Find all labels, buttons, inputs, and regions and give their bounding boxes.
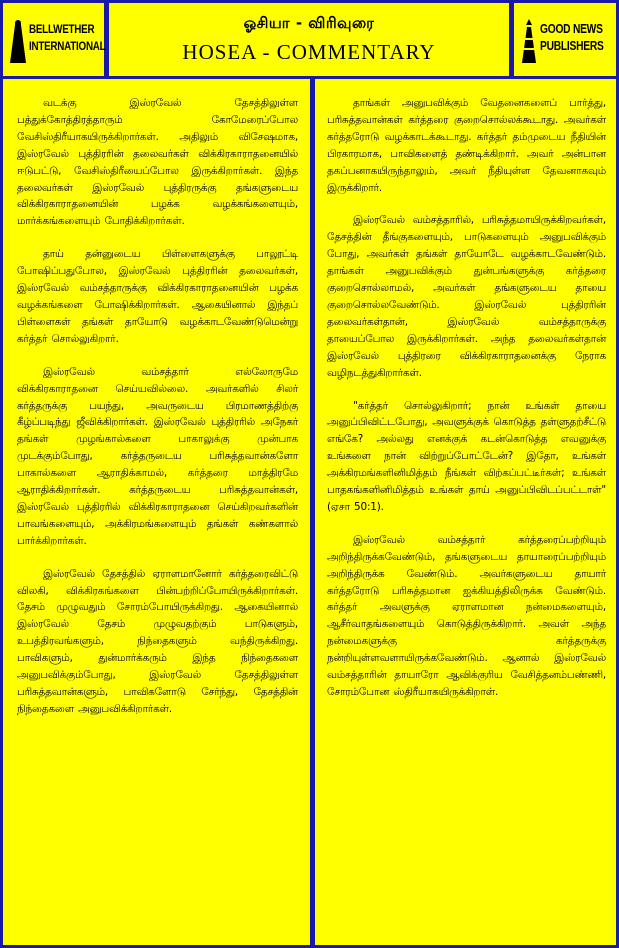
publisher-logo-right <box>514 3 616 76</box>
page-title-tamil: ஓசியா - விரிவுரை <box>243 14 375 32</box>
logo-line-1: GOOD NEWS <box>540 22 603 36</box>
paragraph: இஸ்ரவேல் வம்சத்தார் எல்லோருமே விக்கிரகாராதனை செய்யவில்லை. அவர்களில் சிலர் கர்த்தருக்கு பயந்து, அவருடைய பிரமாணத்திற்கு கீழ்ப்படிந்து ஜீவிக்கிறார்கள். இஸ்ரவேல் புத்திரரில் அநேகர் தங்கள் முழங்கால்களை பாகாலுக்கு முன்பாக முடக்கும்போது, கர்த்தருடைய பரிசுத்தவான்களோ பாகால்களை ஆராதிக்காமல், கர்த்தரை மாத்திரமே ஆராதிக்கிறார்கள். கர்த்தருடைய பரிசுத்தவான்கள், இஸ்ரவேல் புத்திரரில் விக்கிரகாராதனை செய்கிறவர்களின் பாவங்களையும், அக்கிரமங்களையும் தங்கள் கண்களால் பார்க்கிறார்கள். <box>17 365 298 547</box>
right-column <box>315 79 616 945</box>
scripture-quote: "கர்த்தர் சொல்லுகிறார்; நான் உங்கள் தாயை அனுப்பிவிட்டபோது, அவளுக்குக் கொடுத்த தள்ளுதற்சீட்டு எங்கே? அல்லது எனக்குக் கடன்கொடுத்த எவனுக்கு உங்களை நான் விற்றுப்போட்டேன்? இதோ, உங்கள் அக்கிரமங்களினிமித்தம் நீங்கள் விற்கப்பட்டீர்கள்; உங்கள் பாதகங்களினிமித்தம் உங்கள் தாய் அனுப்பிவிடப்பட்டாள்" (ஏசா 50:1). <box>327 399 606 513</box>
logo-line-2: INTERNATIONAL <box>29 39 106 53</box>
bellwether-logo-icon <box>7 19 29 63</box>
paragraph: இஸ்ரவேல் தேசத்தில் ஏராளமானோர் கர்த்தரைவிட்டு விலகி, விக்கிரகங்களை பின்பற்றிப்போயிருக்கிறார்கள். தேசம் முழுவதும் சோரம்போயிருக்கிறது. ஆகையினால் இஸ்ரவேல் தேசம் முழுவதற்கும் பாடுகளும், உபத்திரவங்களும், நிந்தைகளும் வந்திருக்கிறது. பாவிகளும், துன்மார்க்கரும் இந்த நிந்தைகளை அனுபவிக்கும்போது, இஸ்ரவேல் தேசத்திலுள்ள பரிசுத்தவான்களும், பாவிகளோடு சேர்ந்து, தேசத்தின் நிந்தைகளை அனுபவிக்கிறார்கள். <box>17 567 298 715</box>
paragraph: இஸ்ரவேல் வம்சத்தார் கர்த்தரைப்பற்றியும் அறிந்திருக்கவேண்டும், தங்களுடைய தாயாரைப்பற்றியும் அறிந்திருக்க வேண்டும். அவர்களுடைய தாயார் கர்த்தரோடு பரிசுத்தமான ஐக்கியத்திலிருக்க வேண்டும். கர்த்தர் அவளுக்கு ஏராளமான நன்மைகளையும், ஆசீர்வாதங்களையும் கொடுத்திருக்கிறார். அவள் அந்த நன்மைகளுக்கு கர்த்தருக்கு நன்றியுள்ளவளாயிருக்கவேண்டும். ஆனால் இஸ்ரவேல் வம்சத்தாரின் தாயாரோ ஆவிக்குரிய வேசித்தனம்பண்ணி, சோரம்போன ஸ்திரீயாகயிருக்கிறாள். <box>327 533 606 698</box>
paragraph: வடக்கு இஸ்ரவேல் தேசத்திலுள்ள பத்துக்கோத்திரத்தாரும் கோமேரைப்போல வேசிஸ்திரீயாகயிருக்கிறார்கள். அதிலும் விசேஷமாக, இஸ்ரவேல் புத்திரரின் தலைவர்கள் விக்கிரகாராதனையில் ஈடுபட்டு, வேசிஸ்திரீயைப்போல இருக்கிறார்கள். இந்த தலைவர்கள் இஸ்ரவேல் புத்திரருக்கு தங்களுடைய விக்கிரகாராதனையின் பழக்க வழக்கங்களையும், மார்க்கங்களையும் போதிக்கிறார்கள். <box>17 97 298 228</box>
title-banner <box>109 3 509 76</box>
paragraph: தாய் தன்னுடைய பிள்ளைகளுக்கு பாலூட்டி போஷிப்பதுபோல, இஸ்ரவேல் புத்திரரின் தலைவர்கள், இஸ்ரவேல் வம்சத்தாருக்கு விக்கிரகாராதனையின் பழக்க வழக்கங்களை போஷிக்கிறார்கள். ஆகையினால் இந்தப் பிள்ளைகள் தங்கள் தாயோடு வழக்காடவேண்டுமென்று கர்த்தர் சொல்லுகிறார். <box>17 248 298 345</box>
logo-line-1: BELLWETHER <box>29 22 95 36</box>
page-title-english: HOSEA - COMMENTARY <box>182 40 436 64</box>
logo-line-2: PUBLISHERS <box>540 39 604 53</box>
paragraph: இஸ்ரவேல் வம்சத்தாரில், பரிசுத்தமாயிருக்கிறவர்கள், தேசத்தின் தீங்குகளையும், பாடுகளையும் அனுபவிக்கும் போது, அவர்கள் தங்கள் தாயோடே வழக்காடவேண்டும். தாங்கள் அனுபவிக்கும் துன்பங்களுக்கு கர்த்தரை குறைசொல்லாமல், அவர்கள் தங்களுடைய தாயை குறைசொல்லவேண்டும். இஸ்ரவேல் புத்திரரின் தலைவர்கள்தான், இஸ்ரவேல் வம்சத்தாருக்கு தாயைப்போல இருக்கிறார்கள். அந்த தலைவர்கள்தான் இஸ்ரவேல் புத்திரரை விக்கிரகாராதனைக்கு நேராக வழிநடத்துகிறார்கள். <box>327 214 606 379</box>
left-column <box>3 79 310 945</box>
good-news-logo-icon <box>518 19 540 63</box>
publisher-logo-left <box>3 3 104 76</box>
paragraph: தாங்கள் அனுபவிக்கும் வேதனைகளைப் பார்த்து, பரிசுத்தவான்கள் கர்த்தரை குறைசொல்லக்கூடாது. அவர்கள் கர்த்தரோடு வழக்காடக்கூடாது. கர்த்தர் தம்முடைய நீதியின் பிரகாரமாக, பாவிகளைத் தண்டிக்கிறார். அவர் அன்பான தகப்பனாகயிருந்தாலும், அவர் நீதியுள்ள தேவனாகவும் இருக்கிறார். <box>327 97 606 194</box>
